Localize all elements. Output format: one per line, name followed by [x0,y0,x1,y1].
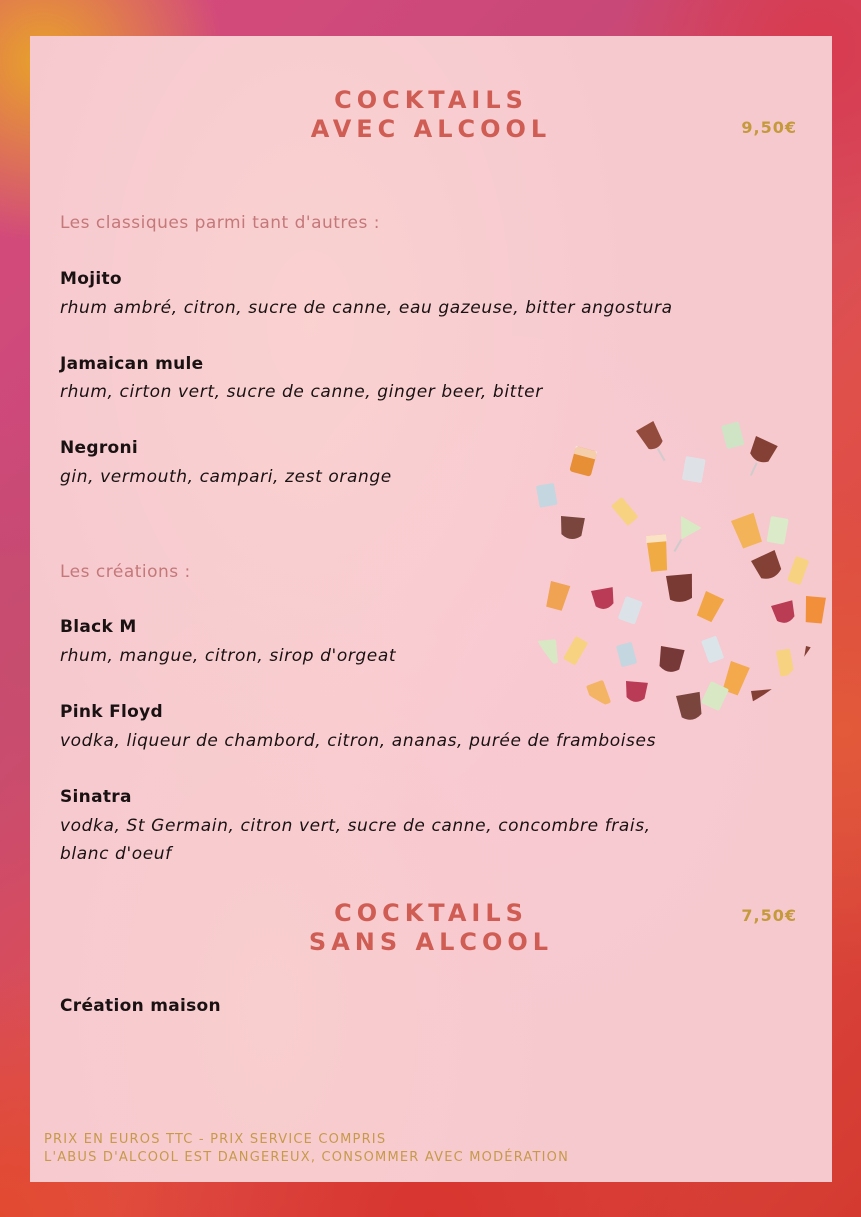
glass-icon [751,550,785,583]
glass-icon [546,421,569,447]
glass-icon [563,636,588,666]
glass-icon [721,421,745,449]
footer-line2: L'ABUS D'ALCOOL EST DANGEREUX, CONSOMMER AVEC MODÉRATION [44,1150,570,1165]
glass-icon [569,446,597,477]
item-desc-mojito: rhum ambré, citron, sucre de canne, eau gazeuse, bitter angostura [60,298,673,318]
menu-card [30,36,832,1182]
glass-icon [676,692,704,722]
glass-icon [682,456,706,483]
item-desc-sinatra [60,812,760,868]
glass-icon [624,681,648,703]
glass-icon [611,497,638,526]
item-name-creation-maison: Création maison [60,996,221,1016]
section-title-line1: COCKTAILS [334,899,528,927]
glass-icon [616,642,637,667]
footer-line1: PRIX EN EUROS TTC - PRIX SERVICE COMPRIS [44,1132,387,1147]
section-title-non-alcohol [30,899,832,957]
section-title-line2: AVEC ALCOOL [310,115,552,143]
item-desc-jamaican-mule: rhum, cirton vert, sucre de canne, ginger beer, bitter [60,382,543,402]
group-label-creations: Les créations : [60,562,191,582]
item-desc-sinatra-line2: blanc d'oeuf [60,844,172,864]
item-name-black-m: Black M [60,617,137,637]
section-title-line2: SANS ALCOOL [308,928,554,956]
item-name-mojito: Mojito [60,269,122,289]
item-desc-black-m: rhum, mangue, citron, sirop d'orgeat [60,646,397,666]
glass-icon [540,676,567,705]
glass-icon [740,436,778,481]
glass-icon [536,639,558,665]
glass-icon [695,591,724,623]
glass-icon [559,516,585,540]
glass-icon [657,646,685,674]
glass-icon [771,600,797,625]
cocktail-glasses-illustration [516,396,836,726]
item-desc-pink-floyd: vodka, liqueur de chambord, citron, ananas, purée de framboises [60,731,657,751]
item-name-sinatra: Sinatra [60,787,132,807]
section-title-alcohol [30,86,832,144]
glass-icon [666,574,694,603]
item-name-negroni: Negroni [60,438,139,458]
glass-icon [591,587,616,611]
glass-icon [664,516,702,557]
price-alcohol: 9,50€ [741,118,797,137]
item-name-jamaican-mule: Jamaican mule [60,354,204,374]
glass-icon [636,421,673,466]
glass-icon [804,596,826,624]
group-label-classics: Les classiques parmi tant d'autres : [60,213,380,233]
glass-icon [766,516,788,545]
glass-icon [776,649,794,677]
glass-icon [646,534,669,572]
glass-icon [782,686,802,712]
glass-icon [586,680,611,709]
footer-notice [44,1131,569,1167]
item-name-pink-floyd: Pink Floyd [60,702,163,722]
item-desc-sinatra-line1: vodka, St Germain, citron vert, sucre de canne, concombre frais, [60,816,651,836]
glass-icon [787,556,809,585]
glass-icon [751,689,779,715]
glass-icon [701,636,724,664]
item-desc-negroni: gin, vermouth, campari, zest orange [60,467,392,487]
price-non-alcohol: 7,50€ [741,906,797,925]
glass-icon [731,513,764,549]
glass-icon [544,581,570,611]
glass-icon [618,596,643,625]
section-title-line1: COCKTAILS [334,86,528,114]
glass-icon [536,483,558,508]
glass-icon [800,646,827,675]
